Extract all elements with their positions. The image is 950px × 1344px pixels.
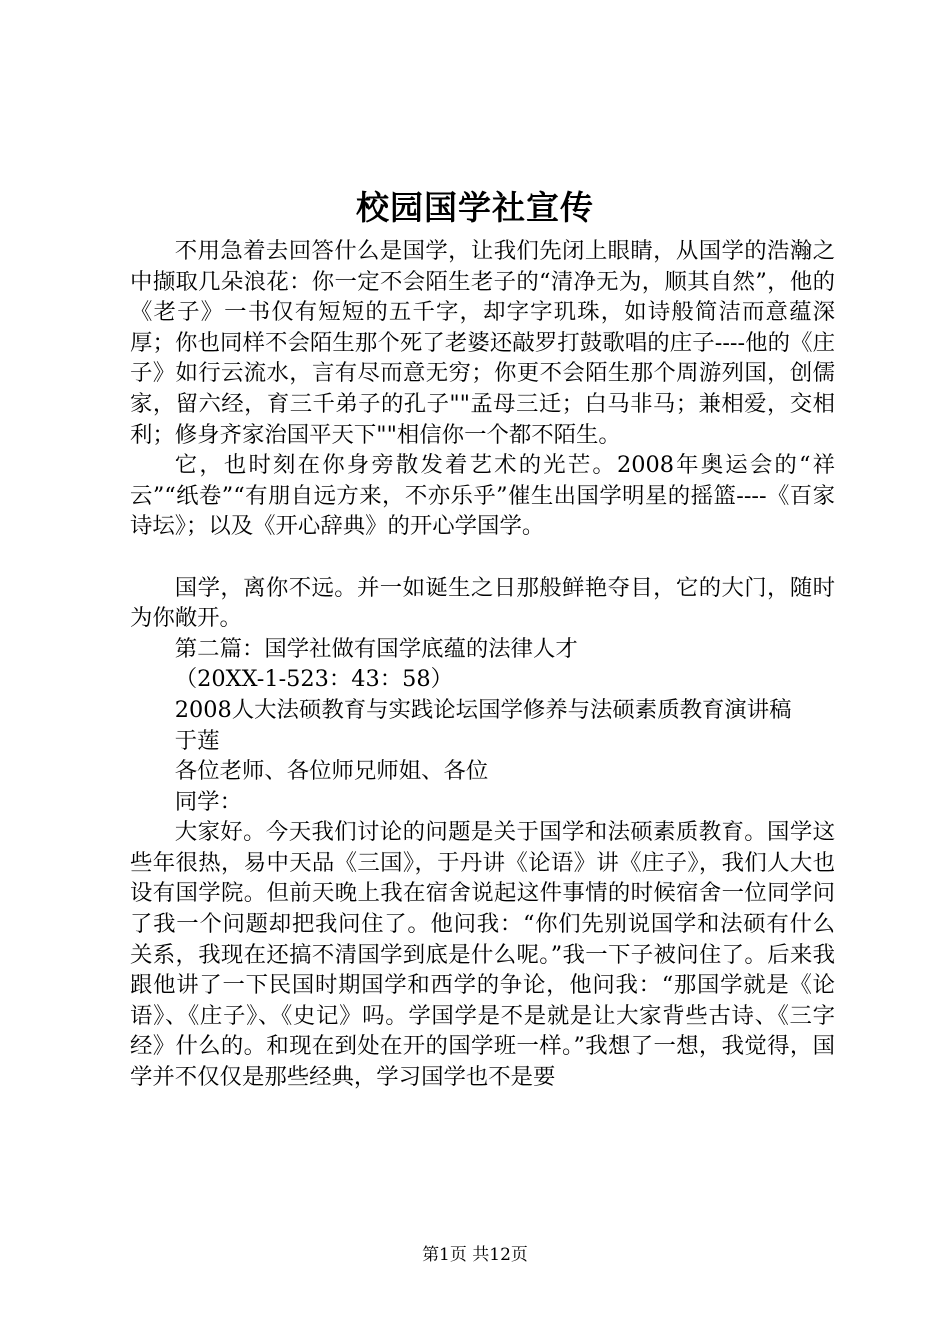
paragraph-art: 它，也时刻在你身旁散发着艺术的光芒。2008年奥运会的“祥云”“纸卷”“有朋自远方来，不亦乐乎”催生出国学明星的摇篮----《百家诗坛》；以及《开心辞典》的开心学国学。 — [130, 452, 835, 540]
salutation-line-1: 各位老师、各位师兄师姐、各位 — [174, 758, 489, 785]
section-heading: 第二篇：国学社做有国学底蕴的法律人才 — [174, 635, 578, 662]
section-date: （20XX-1-523：43：58） — [174, 666, 454, 693]
page-number: 第1页 共12页 — [422, 1245, 528, 1265]
salutation-line-2: 同学： — [174, 788, 242, 815]
paragraph-near: 国学，离你不远。并一如诞生之日那般鲜艳夺目，它的大门，随时为你敞开。 — [130, 574, 835, 632]
paragraph-intro: 不用急着去回答什么是国学，让我们先闭上眼睛，从国学的浩瀚之中撷取几朵浪花：你一定不会陌生老子的“清净无为，顺其自然”，他的《老子》一书仅有短短的五千字，却字字玑珠，如诗般简洁而意蕴深厚；你也同样不会陌生那个死了老婆还敲罗打鼓歌唱的庄子----他的《庄子》如行云流水，言有尽而意无穷；你更不会陌生那个周游列国，创儒家，留六经，育三千弟子的孔子""孟母三迁；白马非马；兼相爱，交相利；修身齐家治国平天下""相信你一个都不陌生。 — [130, 238, 835, 448]
speaker-name: 于莲 — [174, 727, 220, 754]
document-title: 校园国学社宣传 — [356, 188, 594, 227]
speech-title: 2008人大法硕教育与实践论坛国学修养与法硕素质教育演讲稿 — [174, 696, 792, 723]
document-body — [130, 236, 835, 1093]
speech-body: 大家好。今天我们讨论的问题是关于国学和法硕素质教育。国学这些年很热，易中天品《三国》，于丹讲《论语》讲《庄子》，我们人大也设有国学院。但前天晚上我在宿舍说起这件事情的时候宿舍一位同学问了我一个问题却把我问住了。他问我：“你们先别说国学和法硕有什么关系，我现在还搞不清国学到底是什么呢。”我一下子被问住了。后来我跟他讲了一下民国时期国学和西学的争论，他问我：“那国学就是《论语》、《庄子》、《史记》吗。学国学是不是就是让大家背些古诗、《三字经》什么的。和现在到处在开的国学班一样。”我想了一想，我觉得，国学并不仅仅是那些经典，学习国学也不是要 — [130, 819, 835, 1091]
